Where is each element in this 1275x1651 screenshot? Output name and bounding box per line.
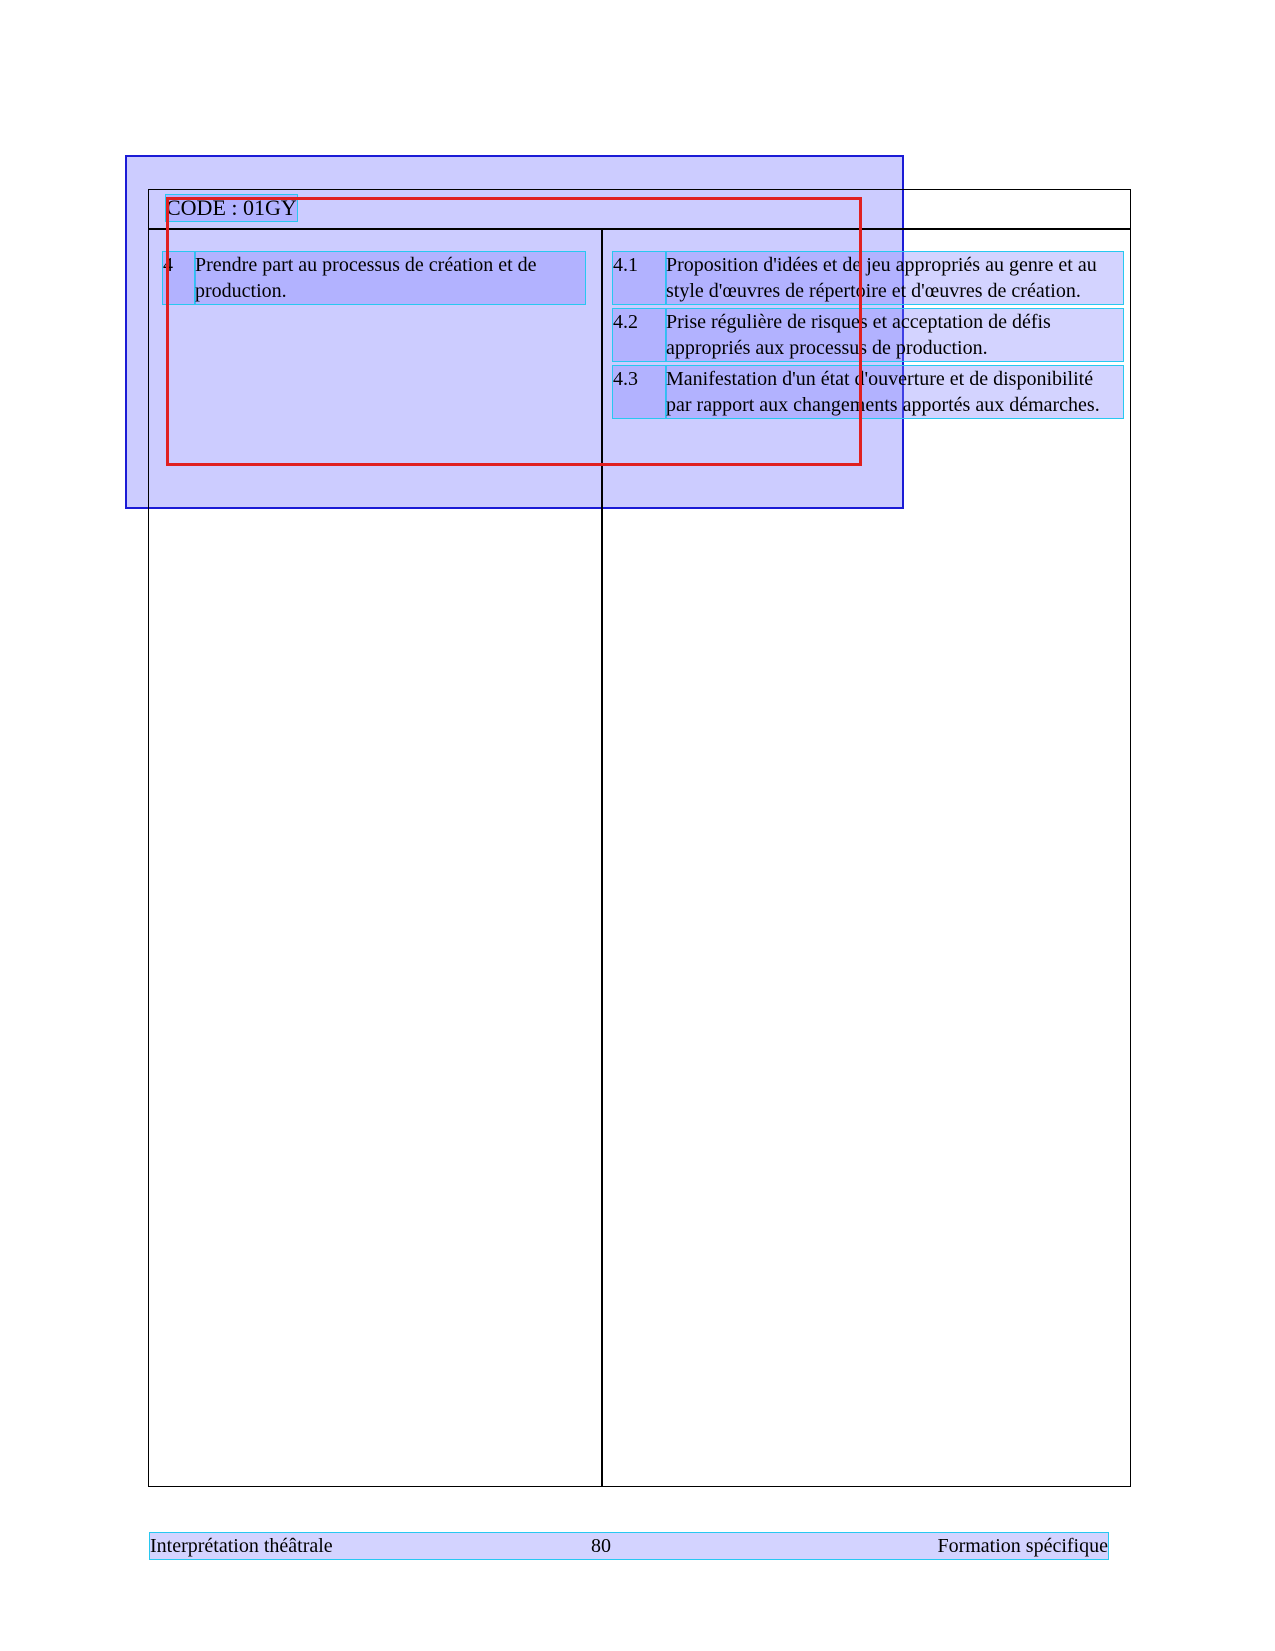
criterion-number: 4.2 [613, 309, 666, 361]
page-footer [150, 1533, 1108, 1559]
criterion-number: 4.3 [613, 366, 666, 418]
footer-section-title: Formation spécifique [937, 1535, 1108, 1557]
criterion-text: Manifestation d'un état d'ouverture et de disponibilité par rapport aux changements apportés aux démarches. [666, 366, 1123, 418]
code-label: CODE : 01GY [166, 195, 297, 220]
criterion-text: Proposition d'idées et de jeu appropriés au genre et au style d'œuvres de répertoire et d'œuvres de création. [666, 252, 1123, 304]
selection-region [166, 197, 862, 466]
criterion-text: Prise régulière de risques et acceptation de défis appropriés aux processus de production. [666, 309, 1123, 361]
criterion-number: 4.1 [613, 252, 666, 304]
element-number: 4 [163, 252, 195, 304]
footer-page-number: 80 [591, 1535, 611, 1557]
footer-program-title: Interprétation théâtrale [150, 1535, 333, 1557]
element-text: Prendre part au processus de création et de production. [195, 252, 585, 304]
